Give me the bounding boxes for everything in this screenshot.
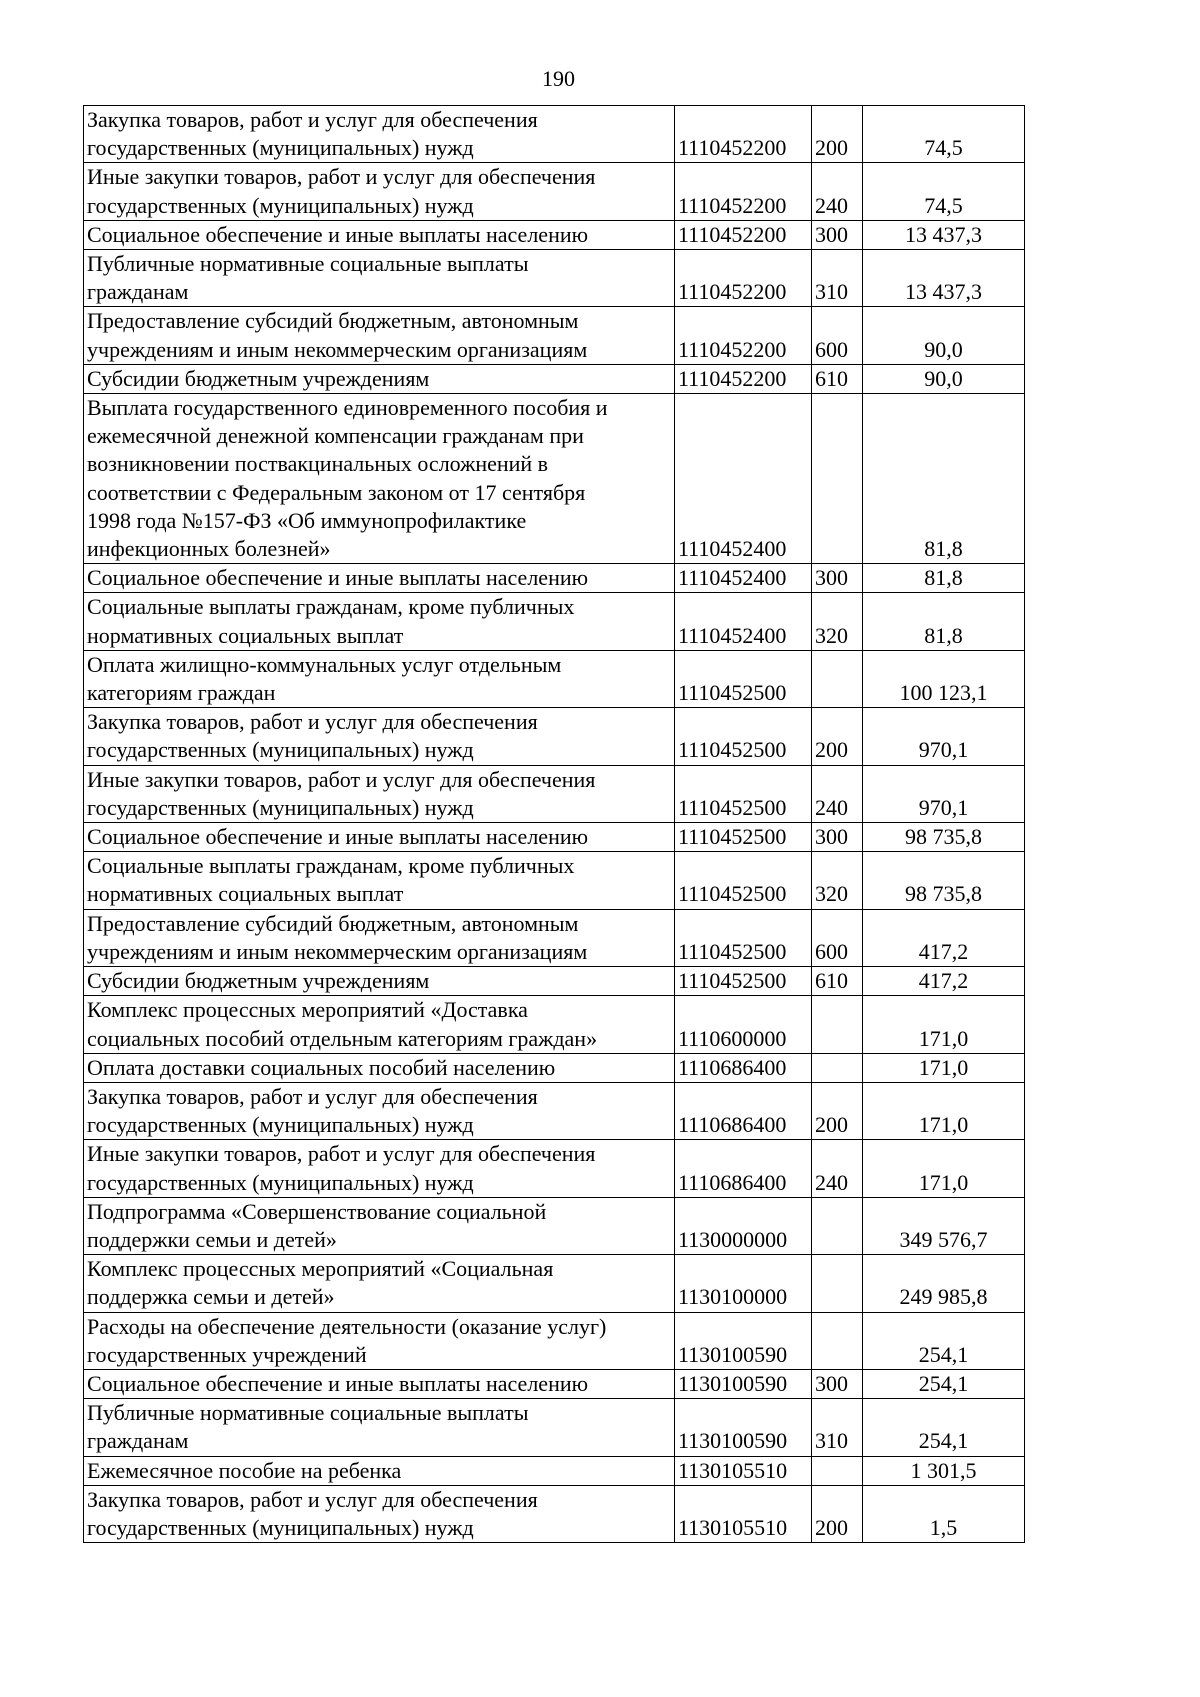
row-name-cell: Выплата государственного единовременного пособия и ежемесячной денежной компенсации гражданам при возникновении поствакцинальных осложнений в соответствии с Федеральным законом от 17 сентября 1998 года №157-ФЗ «Об иммунопрофилактике инфекционных болезней» <box>84 394 675 564</box>
row-amount-cell: 81,8 <box>863 564 1025 593</box>
row-type-cell: 310 <box>812 250 863 307</box>
row-type-cell: 300 <box>812 823 863 852</box>
row-name-cell: Публичные нормативные социальные выплаты гражданам <box>84 250 675 307</box>
row-name-cell: Ежемесячное пособие на ребенка <box>84 1456 675 1485</box>
table-row <box>84 1082 1025 1139</box>
row-type-cell: 200 <box>812 1485 863 1542</box>
row-type-cell: 300 <box>812 564 863 593</box>
row-name-cell: Социальные выплаты гражданам, кроме публичных нормативных социальных выплат <box>84 593 675 650</box>
row-amount-cell: 171,0 <box>863 1053 1025 1082</box>
row-amount-cell: 970,1 <box>863 765 1025 822</box>
row-name-cell: Публичные нормативные социальные выплаты гражданам <box>84 1399 675 1456</box>
row-amount-cell: 1 301,5 <box>863 1456 1025 1485</box>
table-row <box>84 708 1025 765</box>
row-name-cell: Социальное обеспечение и иные выплаты населению <box>84 823 675 852</box>
row-amount-cell: 13 437,3 <box>863 250 1025 307</box>
row-type-cell: 610 <box>812 364 863 393</box>
row-amount-cell: 171,0 <box>863 996 1025 1053</box>
row-name-cell: Иные закупки товаров, работ и услуг для обеспечения государственных (муниципальных) нужд <box>84 765 675 822</box>
row-code-cell: 1130105510 <box>675 1485 812 1542</box>
row-code-cell: 1110452500 <box>675 823 812 852</box>
row-type-cell: 600 <box>812 909 863 966</box>
row-name-cell: Подпрограмма «Совершенствование социальной поддержки семьи и детей» <box>84 1197 675 1254</box>
table-row <box>84 163 1025 220</box>
row-type-cell <box>812 1312 863 1369</box>
table-row <box>84 106 1025 163</box>
row-name-cell: Закупка товаров, работ и услуг для обеспечения государственных (муниципальных) нужд <box>84 1082 675 1139</box>
row-amount-cell: 254,1 <box>863 1399 1025 1456</box>
table-row <box>84 307 1025 364</box>
row-code-cell: 1130105510 <box>675 1456 812 1485</box>
row-type-cell: 200 <box>812 708 863 765</box>
row-code-cell: 1110686400 <box>675 1082 812 1139</box>
row-code-cell: 1110452200 <box>675 163 812 220</box>
table-row <box>84 220 1025 249</box>
row-code-cell: 1130100590 <box>675 1399 812 1456</box>
row-amount-cell: 417,2 <box>863 909 1025 966</box>
row-name-cell: Закупка товаров, работ и услуг для обеспечения государственных (муниципальных) нужд <box>84 708 675 765</box>
row-code-cell: 1110686400 <box>675 1053 812 1082</box>
table-row <box>84 364 1025 393</box>
row-code-cell: 1110452500 <box>675 708 812 765</box>
row-name-cell: Предоставление субсидий бюджетным, автономным учреждениям и иным некоммерческим организациям <box>84 909 675 966</box>
row-name-cell: Комплекс процессных мероприятий «Доставка социальных пособий отдельным категориям граждан» <box>84 996 675 1053</box>
row-type-cell <box>812 650 863 707</box>
row-type-cell: 610 <box>812 967 863 996</box>
row-type-cell: 240 <box>812 163 863 220</box>
table-row <box>84 823 1025 852</box>
row-type-cell: 300 <box>812 220 863 249</box>
row-code-cell: 1110452200 <box>675 364 812 393</box>
row-name-cell: Социальное обеспечение и иные выплаты населению <box>84 220 675 249</box>
row-amount-cell: 90,0 <box>863 364 1025 393</box>
row-amount-cell: 970,1 <box>863 708 1025 765</box>
row-name-cell: Социальные выплаты гражданам, кроме публичных нормативных социальных выплат <box>84 852 675 909</box>
row-amount-cell: 98 735,8 <box>863 823 1025 852</box>
row-type-cell: 200 <box>812 106 863 163</box>
row-name-cell: Оплата жилищно-коммунальных услуг отдельным категориям граждан <box>84 650 675 707</box>
row-code-cell: 1110452400 <box>675 593 812 650</box>
row-type-cell: 240 <box>812 765 863 822</box>
row-code-cell: 1110452400 <box>675 394 812 564</box>
row-name-cell: Комплекс процессных мероприятий «Социальная поддержка семьи и детей» <box>84 1255 675 1312</box>
row-type-cell: 600 <box>812 307 863 364</box>
row-code-cell: 1110452200 <box>675 307 812 364</box>
row-amount-cell: 254,1 <box>863 1312 1025 1369</box>
row-amount-cell: 100 123,1 <box>863 650 1025 707</box>
row-amount-cell: 254,1 <box>863 1369 1025 1398</box>
row-code-cell: 1110452500 <box>675 650 812 707</box>
row-name-cell: Иные закупки товаров, работ и услуг для обеспечения государственных (муниципальных) нужд <box>84 1140 675 1197</box>
table-row <box>84 1312 1025 1369</box>
row-code-cell: 1110600000 <box>675 996 812 1053</box>
row-name-cell: Иные закупки товаров, работ и услуг для обеспечения государственных (муниципальных) нужд <box>84 163 675 220</box>
row-code-cell: 1110452200 <box>675 220 812 249</box>
row-name-cell: Субсидии бюджетным учреждениям <box>84 364 675 393</box>
row-amount-cell: 171,0 <box>863 1082 1025 1139</box>
row-type-cell <box>812 1053 863 1082</box>
row-code-cell: 1110452500 <box>675 852 812 909</box>
row-amount-cell: 90,0 <box>863 307 1025 364</box>
table-row <box>84 1255 1025 1312</box>
table-row <box>84 852 1025 909</box>
row-type-cell: 200 <box>812 1082 863 1139</box>
row-amount-cell: 81,8 <box>863 593 1025 650</box>
row-type-cell <box>812 1255 863 1312</box>
row-name-cell: Закупка товаров, работ и услуг для обеспечения государственных (муниципальных) нужд <box>84 1485 675 1542</box>
row-code-cell: 1130000000 <box>675 1197 812 1254</box>
table-row <box>84 1456 1025 1485</box>
row-code-cell: 1110686400 <box>675 1140 812 1197</box>
row-code-cell: 1110452400 <box>675 564 812 593</box>
row-type-cell <box>812 1197 863 1254</box>
table-row <box>84 394 1025 564</box>
row-amount-cell: 74,5 <box>863 106 1025 163</box>
row-code-cell: 1110452500 <box>675 765 812 822</box>
row-code-cell: 1130100590 <box>675 1312 812 1369</box>
table-row <box>84 1053 1025 1082</box>
table-row <box>84 1485 1025 1542</box>
table-row <box>84 967 1025 996</box>
page-number: 190 <box>542 66 575 91</box>
row-amount-cell: 417,2 <box>863 967 1025 996</box>
table-row <box>84 996 1025 1053</box>
row-amount-cell: 13 437,3 <box>863 220 1025 249</box>
table-row <box>84 250 1025 307</box>
row-code-cell: 1130100590 <box>675 1369 812 1398</box>
row-name-cell: Расходы на обеспечение деятельности (оказание услуг) государственных учреждений <box>84 1312 675 1369</box>
table-row <box>84 650 1025 707</box>
row-amount-cell: 81,8 <box>863 394 1025 564</box>
row-name-cell: Предоставление субсидий бюджетным, автономным учреждениям и иным некоммерческим организациям <box>84 307 675 364</box>
table-row <box>84 564 1025 593</box>
row-code-cell: 1130100000 <box>675 1255 812 1312</box>
row-name-cell: Социальное обеспечение и иные выплаты населению <box>84 564 675 593</box>
row-name-cell: Закупка товаров, работ и услуг для обеспечения государственных (муниципальных) нужд <box>84 106 675 163</box>
row-name-cell: Субсидии бюджетным учреждениям <box>84 967 675 996</box>
table-row <box>84 1369 1025 1398</box>
row-code-cell: 1110452500 <box>675 909 812 966</box>
row-type-cell <box>812 1456 863 1485</box>
row-code-cell: 1110452200 <box>675 250 812 307</box>
row-amount-cell: 1,5 <box>863 1485 1025 1542</box>
table-row <box>84 1399 1025 1456</box>
table-row <box>84 1140 1025 1197</box>
row-type-cell <box>812 996 863 1053</box>
table-row <box>84 765 1025 822</box>
row-type-cell <box>812 394 863 564</box>
row-name-cell: Социальное обеспечение и иные выплаты населению <box>84 1369 675 1398</box>
table-row <box>84 909 1025 966</box>
row-type-cell: 240 <box>812 1140 863 1197</box>
row-amount-cell: 249 985,8 <box>863 1255 1025 1312</box>
row-type-cell: 300 <box>812 1369 863 1398</box>
budget-table-body <box>84 106 1025 1543</box>
row-type-cell: 320 <box>812 852 863 909</box>
row-code-cell: 1110452500 <box>675 967 812 996</box>
table-row <box>84 593 1025 650</box>
table-row <box>84 1197 1025 1254</box>
row-name-cell: Оплата доставки социальных пособий населению <box>84 1053 675 1082</box>
row-amount-cell: 349 576,7 <box>863 1197 1025 1254</box>
row-code-cell: 1110452200 <box>675 106 812 163</box>
row-amount-cell: 74,5 <box>863 163 1025 220</box>
row-amount-cell: 98 735,8 <box>863 852 1025 909</box>
row-amount-cell: 171,0 <box>863 1140 1025 1197</box>
budget-table <box>83 105 1025 1543</box>
row-type-cell: 310 <box>812 1399 863 1456</box>
row-type-cell: 320 <box>812 593 863 650</box>
